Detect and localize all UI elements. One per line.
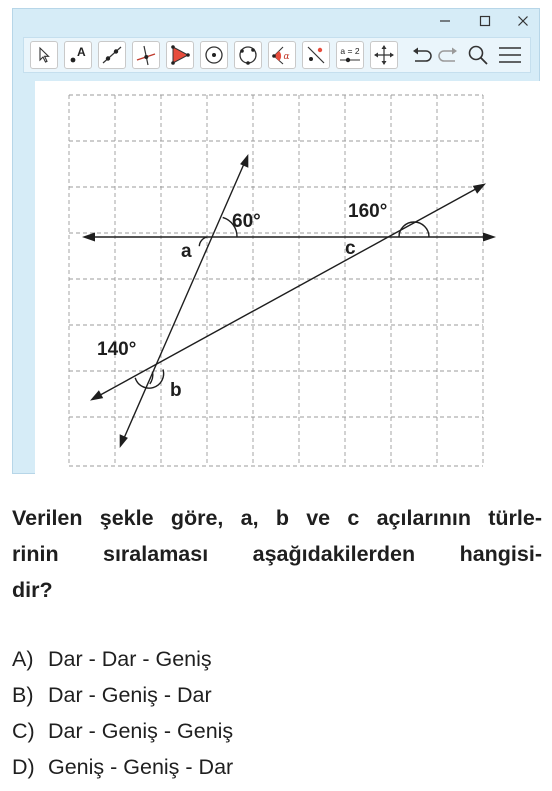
option-b[interactable] (12, 680, 542, 716)
question-line-2: rinin sıralaması aşağıdakilerden hangisi- (12, 542, 542, 566)
reflect-tool-icon[interactable] (302, 41, 330, 69)
option-letter: B) (12, 683, 34, 707)
option-text: Dar - Geniş - Dar (48, 683, 212, 707)
option-text: Dar - Geniş - Geniş (48, 719, 234, 743)
toolbar (23, 37, 531, 73)
angle-label-b: b (170, 380, 182, 401)
question-line-3: dir? (12, 578, 53, 602)
search-icon[interactable] (464, 41, 492, 69)
slider-tool-label: a = 2 (340, 46, 360, 56)
angle-label-140: 140° (97, 339, 137, 360)
point-tool-icon[interactable] (64, 41, 92, 69)
question-line-1: Verilen şekle göre, a, b ve c açılarının türle- (12, 506, 542, 530)
circle-center-point-tool-icon[interactable] (200, 41, 228, 69)
option-a[interactable] (12, 644, 542, 680)
menu-icon[interactable] (496, 41, 524, 69)
answer-options (12, 644, 542, 788)
option-d[interactable] (12, 752, 542, 788)
option-text: Geniş - Geniş - Dar (48, 755, 234, 779)
angle-tool-label: α (283, 52, 290, 62)
angle-label-c: c (345, 238, 356, 259)
angle-arc-160 (399, 222, 429, 237)
redo-icon[interactable] (434, 41, 462, 69)
angle-arc-a (199, 237, 207, 246)
close-icon[interactable] (511, 11, 535, 31)
circle-three-points-tool-icon[interactable] (234, 41, 262, 69)
move-graphics-view-tool-icon[interactable] (370, 41, 398, 69)
geometry-app-window (12, 8, 540, 474)
maximize-icon[interactable] (473, 11, 497, 31)
angle-label-160: 160° (348, 201, 388, 222)
slider-tool-icon[interactable] (336, 41, 364, 69)
point-tool-label: A (77, 45, 86, 59)
angle-label-60: 60° (232, 211, 261, 232)
option-letter: D) (12, 755, 35, 779)
arrowheads (82, 154, 496, 448)
title-bar (13, 9, 539, 35)
question-text (12, 500, 542, 608)
option-letter: C) (12, 719, 35, 743)
move-tool-icon[interactable] (30, 41, 58, 69)
shallow-line (93, 185, 483, 399)
minimize-icon[interactable] (433, 11, 457, 31)
graphics-view[interactable] (35, 81, 541, 474)
line-tool-icon[interactable] (98, 41, 126, 69)
polygon-tool-icon[interactable] (166, 41, 194, 69)
option-c[interactable] (12, 716, 542, 752)
option-letter: A) (12, 647, 34, 671)
option-text: Dar - Dar - Geniş (48, 647, 212, 671)
perpendicular-line-tool-icon[interactable] (132, 41, 160, 69)
undo-icon[interactable] (408, 41, 436, 69)
grid (69, 95, 483, 466)
angle-label-a: a (181, 241, 192, 262)
steep-line (121, 157, 247, 445)
angle-tool-icon[interactable] (268, 41, 296, 69)
geometry-figure (35, 81, 541, 474)
